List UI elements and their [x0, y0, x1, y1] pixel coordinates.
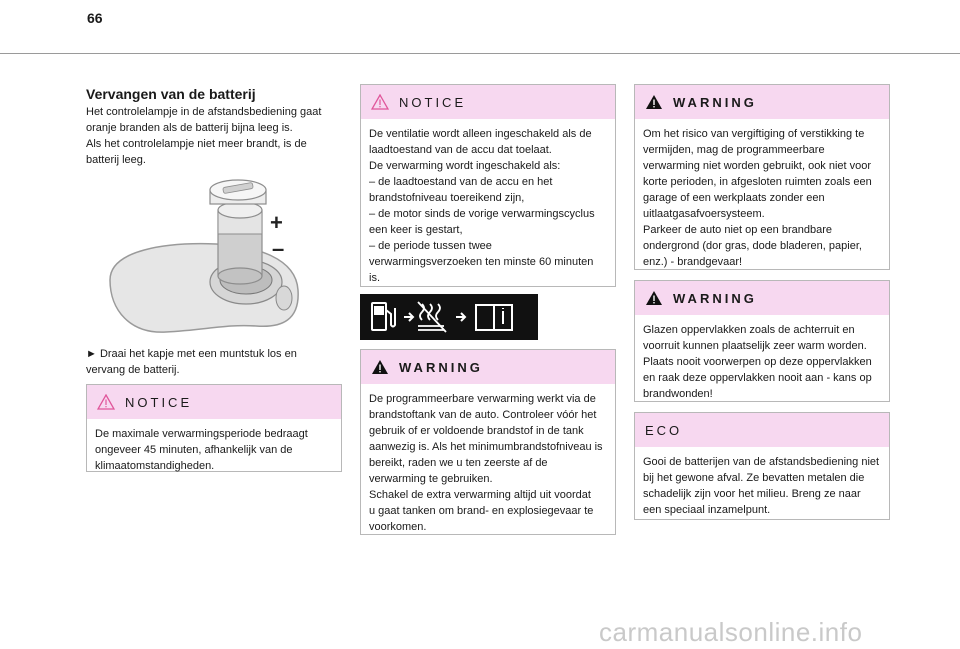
header-divider — [0, 53, 960, 54]
minus-sign: – — [272, 236, 285, 261]
warning-header — [635, 281, 889, 315]
eco-label: ECO — [645, 422, 683, 438]
warning-text: Glazen oppervlakken zoals de achterruit en voorruit kunnen plaatselijk zeer warm worden. Plaats nooit voorwerpen op deze oppervlakken en raak deze oppervlakken nooit aan - kans op brandwonden! — [643, 324, 872, 400]
warning-label: WARNING — [673, 94, 757, 110]
warning-triangle-icon — [645, 290, 663, 306]
no-heating-icon — [418, 302, 446, 332]
notice-text: De ventilatie wordt alleen ingeschakeld als de laadtoestand van de accu dat toelaat. De verwarming wordt ingeschakeld als: – de laadtoestand van de accu en het brandstofniveau toereikend zijn, – de motor sinds de vorige verwarmingscyclus een keer is gestart, – de periode tussen twee verwarmingsverzoeken ten minste 60 minuten is. — [369, 128, 595, 284]
manual-book-icon — [476, 305, 512, 330]
warning-header — [635, 85, 889, 119]
remote-battery-illustration — [106, 170, 306, 340]
warning-box-1 — [360, 349, 616, 535]
page-number: 66 — [87, 10, 103, 26]
warning-label: WARNING — [673, 290, 757, 306]
notice-triangle-icon — [371, 94, 389, 110]
notice-label: NOTICE — [399, 94, 467, 110]
fuel-pump-icon — [372, 303, 395, 330]
eco-text: Gooi de batterijen van de afstandsbediening niet bij het gewone afval. Ze bevatten metalen die schadelijk zijn voor het milieu. Breng ze naar een speciaal inzamelpunt. — [643, 456, 880, 516]
instruction-text: ► Draai het kapje met een muntstuk los en vervang de batterij. — [86, 348, 297, 376]
notice-header — [87, 385, 341, 419]
warning-box-3 — [634, 280, 890, 402]
eco-box — [634, 412, 890, 520]
notice-header — [361, 85, 615, 119]
notice-label: NOTICE — [125, 394, 193, 410]
notice-text: De maximale verwarmingsperiode bedraagt ongeveer 45 minuten, afhankelijk van de klimaatomstandigheden. — [95, 428, 308, 472]
watermark: carmanualsonline.info — [599, 617, 863, 647]
eco-header — [635, 413, 889, 447]
arrow-icon — [456, 313, 465, 321]
notice-triangle-icon — [97, 394, 115, 410]
warning-triangle-icon — [371, 359, 389, 375]
notice-box-1 — [86, 384, 342, 472]
section-title: Vervangen van de batterij — [86, 86, 256, 102]
warning-triangle-icon — [645, 94, 663, 110]
warning-text: Om het risico van vergiftiging of verstikking te vermijden, mag de programmeerbare verwarming niet worden gebruikt, ook niet voor korte perioden, in afgesloten ruimten zoals een garage of een werkplaats zonder een uitlaatgasafvoersysteem. Parkeer de auto niet op een brandbare ondergrond (dor gras, dode bladeren, papier, enz.) - brandgevaar! — [643, 128, 872, 268]
plus-sign: + — [270, 210, 283, 235]
warning-header — [361, 350, 615, 384]
battery-intro-text: Het controlelampje in de afstandsbediening gaat oranje branden als de batterij bijna leeg is. Als het controlelampje niet meer brandt, is de batterij leeg. — [86, 106, 322, 166]
arrow-icon — [404, 313, 413, 321]
heater-icon-banner — [360, 294, 538, 340]
notice-box-2 — [360, 84, 616, 287]
warning-text: De programmeerbare verwarming werkt via de brandstoftank van de auto. Controleer vóór het gebruik of er voldoende brandstof in de tank aanwezig is. Als het minimumbrandstofniveau is bereikt, raden we u ten zeerste af de verwarming te gebruiken. Schakel de extra verwarming altijd uit voordat u gaat tanken om brand- en explosiegevaar te voorkomen. — [369, 393, 603, 533]
warning-box-2 — [634, 84, 890, 270]
warning-label: WARNING — [399, 359, 483, 375]
